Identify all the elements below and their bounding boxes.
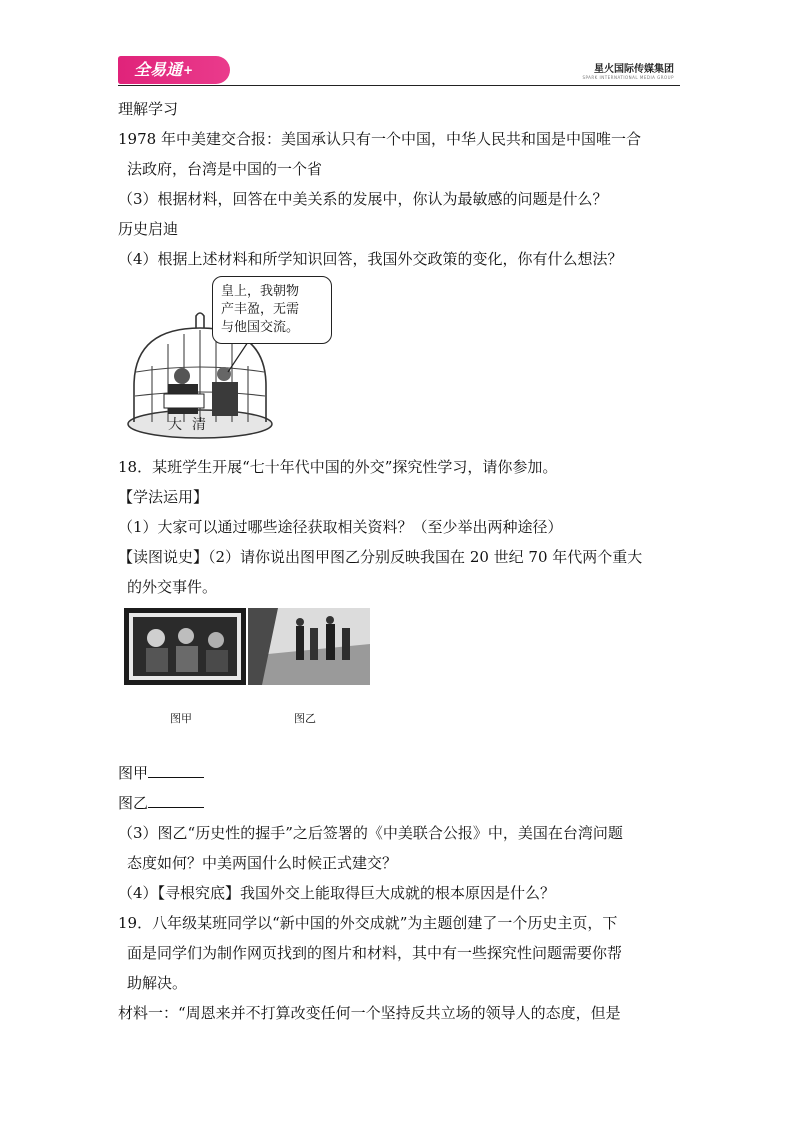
header-rule bbox=[118, 85, 680, 86]
fill-line-jia bbox=[118, 758, 683, 788]
logo-text: 全易通 bbox=[134, 60, 183, 79]
fill-label: 图甲 bbox=[118, 764, 149, 782]
bubble-line: 与他国交流。 bbox=[221, 320, 300, 335]
section-heading: 理解学习 bbox=[118, 100, 179, 118]
brand-name: 星火国际传媒集团 bbox=[594, 64, 674, 75]
question-line: 【读图说史】（2）请你说出图甲图乙分别反映我国在 20 世纪 70 年代两个重大 bbox=[118, 548, 643, 566]
question-line: （4）根据上述材料和所学知识回答，我国外交政策的变化，你有什么想法？ bbox=[118, 250, 623, 268]
question-line: （3）根据材料，回答在中美关系的发展中，你认为最敏感的问题是什么？ bbox=[118, 190, 608, 208]
question-19: 19．八年级某班同学以“新中国的外交成就”为主题创建了一个历史主页，下 bbox=[118, 914, 618, 932]
material-line: 法政府，台湾是中国的一个省 bbox=[127, 160, 323, 178]
brand-name-en: SPARK INTERNATIONAL MEDIA GROUP bbox=[582, 75, 674, 80]
qing-cartoon bbox=[124, 276, 339, 446]
document-body bbox=[118, 94, 683, 1028]
photo-yi bbox=[248, 608, 370, 685]
question-18: 18．某班学生开展“七十年代中国的外交”探究性学习，请你参加。 bbox=[118, 458, 558, 476]
fill-line-yi bbox=[118, 788, 683, 818]
publisher-logo bbox=[118, 56, 230, 84]
material-line: 材料一：“周恩来并不打算改变任何一个坚持反共立场的领导人的态度，但是 bbox=[118, 1004, 621, 1022]
subheading: 【学法运用】 bbox=[118, 488, 209, 506]
caption-yi: 图乙 bbox=[294, 712, 316, 725]
photo-row bbox=[118, 608, 683, 758]
photo-jia bbox=[124, 608, 246, 685]
question-line: （4）【寻根究底】我国外交上能取得巨大成就的根本原因是什么？ bbox=[118, 884, 556, 902]
section-heading: 历史启迪 bbox=[118, 220, 179, 238]
answer-blank[interactable] bbox=[148, 793, 204, 808]
material-line: 1978 年中美建交合报：美国承认只有一个中国，中华人民共和国是中国唯一合 bbox=[118, 130, 641, 148]
answer-blank[interactable] bbox=[148, 763, 204, 778]
page-header bbox=[118, 54, 680, 88]
question-line: 面是同学们为制作网页找到的图片和材料，其中有一些探究性问题需要你帮 bbox=[127, 944, 623, 962]
question-line: 助解决。 bbox=[127, 974, 188, 992]
question-line: 的外交事件。 bbox=[127, 578, 218, 596]
bubble-line: 产丰盈，无需 bbox=[221, 302, 300, 317]
logo-plus: + bbox=[183, 63, 194, 77]
question-line: （1）大家可以通过哪些途径获取相关资料？（至少举出两种途径） bbox=[118, 518, 563, 536]
cage-base-label: 大清 bbox=[168, 417, 216, 433]
caption-jia: 图甲 bbox=[170, 712, 192, 725]
bubble-line: 皇上，我朝物 bbox=[221, 284, 300, 299]
question-line: 态度如何？中美两国什么时候正式建交？ bbox=[127, 854, 398, 872]
brand-block bbox=[582, 60, 674, 80]
speech-bubble bbox=[212, 276, 332, 344]
fill-label: 图乙 bbox=[118, 794, 149, 812]
question-line: （3）图乙“历史性的握手”之后签署的《中美联合公报》中，美国在台湾问题 bbox=[118, 824, 623, 842]
